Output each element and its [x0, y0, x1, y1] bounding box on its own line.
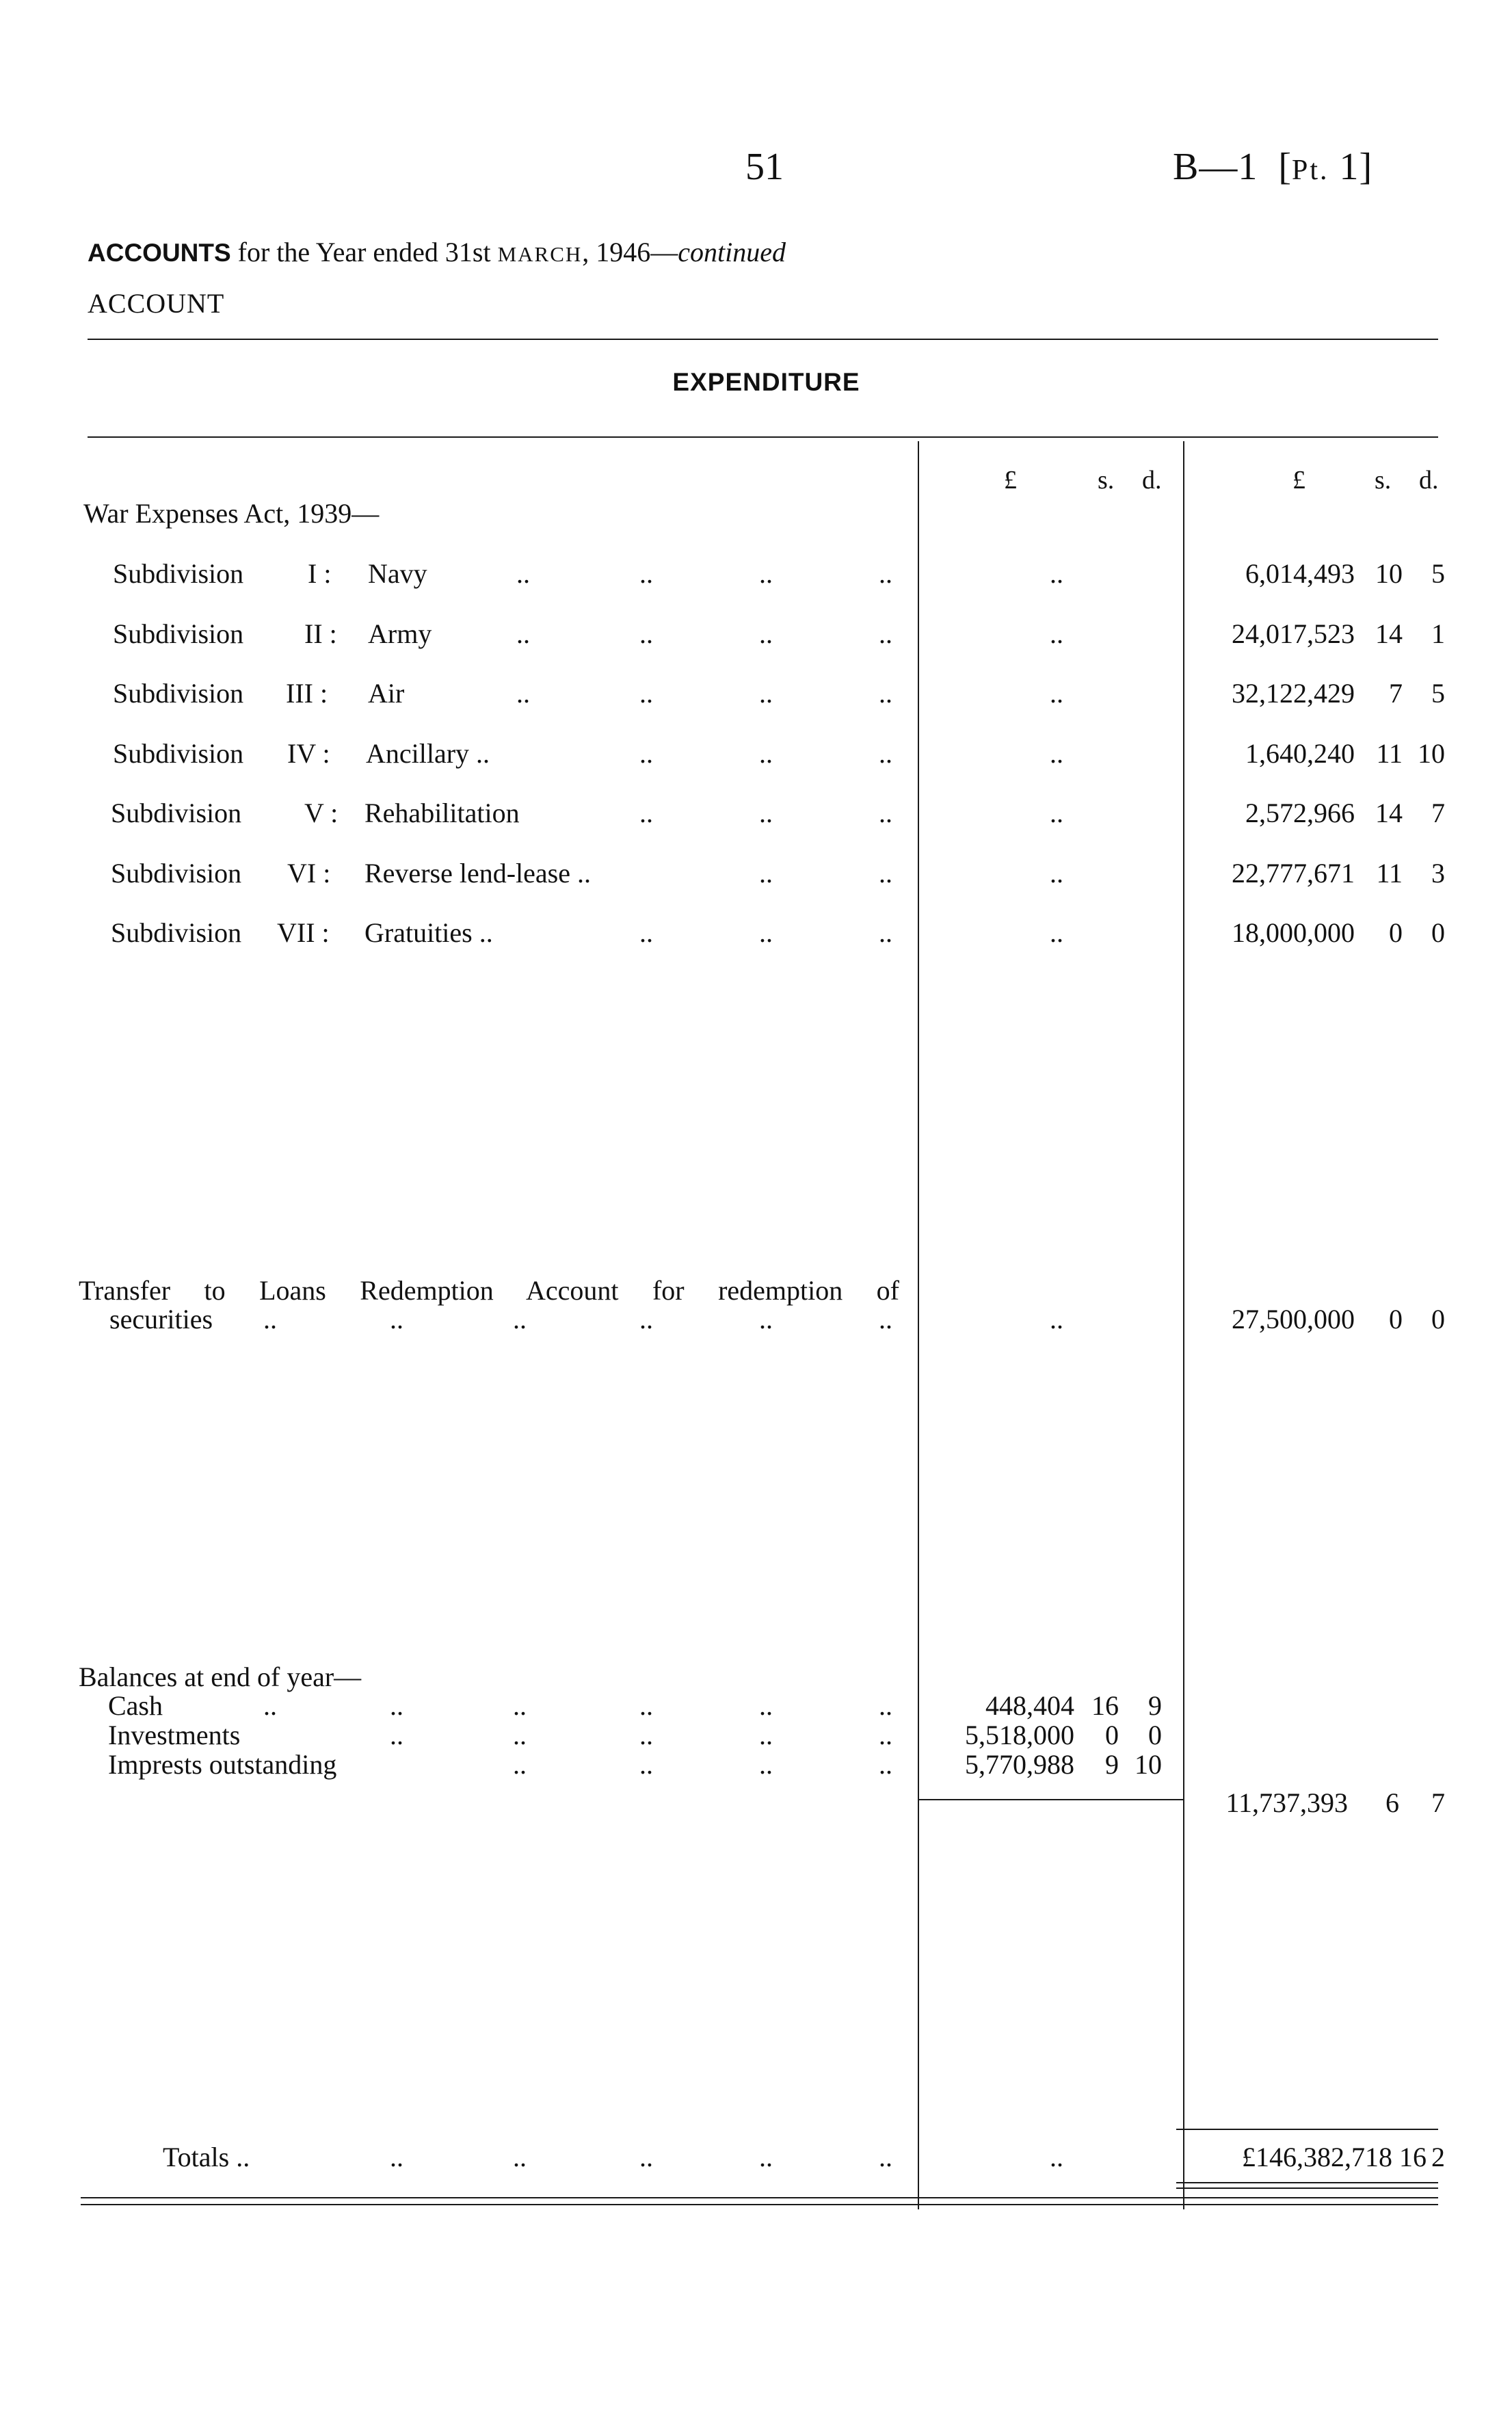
- subdivision-number: II :: [304, 618, 337, 649]
- dot-leader: ..: [639, 558, 653, 589]
- dot-leader: ..: [516, 678, 530, 709]
- dot-leader: ..: [513, 1304, 527, 1335]
- dot-leader: ..: [639, 1690, 653, 1721]
- amount-pence: 7: [1431, 1787, 1445, 1818]
- inner-placeholder: ..: [1050, 558, 1063, 589]
- dot-leader: ..: [879, 798, 892, 828]
- total-pounds: £146,382,718: [1242, 2142, 1392, 2172]
- balance-shillings: 0: [1105, 1720, 1119, 1750]
- amount-pence: 0: [1431, 917, 1445, 948]
- balance-pence: 0: [1148, 1720, 1162, 1750]
- totals-double-rule-1: [1176, 2182, 1438, 2183]
- amount-shillings: 0: [1389, 1304, 1403, 1335]
- doc-code: B—1: [1173, 146, 1258, 188]
- dot-leader: ..: [879, 917, 892, 948]
- act-heading: War Expenses Act, 1939—: [83, 498, 380, 529]
- balance-pounds: 448,404: [985, 1690, 1074, 1721]
- col-outer-pound: £: [1292, 466, 1305, 495]
- balance-shillings: 9: [1105, 1749, 1119, 1780]
- title-month: MARCH: [497, 242, 583, 266]
- subdivision-label: Subdivision: [111, 917, 242, 948]
- transfer-label-line2: securities: [109, 1304, 213, 1335]
- amount-pounds: 18,000,000: [1232, 917, 1355, 948]
- subdivision-number: IV :: [287, 738, 330, 769]
- dot-leader: ..: [879, 618, 892, 649]
- amount-shillings: 10: [1375, 558, 1403, 589]
- dot-leader: ..: [759, 858, 773, 889]
- amount-pence: 5: [1431, 678, 1445, 709]
- title-bold: ACCOUNTS: [88, 239, 231, 267]
- dot-leader: ..: [513, 2142, 527, 2172]
- dot-leader: ..: [879, 1690, 892, 1721]
- amount-pence: 0: [1431, 1304, 1445, 1335]
- subdivision-name: Ancillary ..: [366, 738, 490, 769]
- amount-pounds: 22,777,671: [1232, 858, 1355, 889]
- inner-placeholder: ..: [1050, 678, 1063, 709]
- dot-leader: ..: [639, 2142, 653, 2172]
- dot-leader: ..: [879, 1720, 892, 1750]
- rule-bottom-2: [81, 2204, 1438, 2205]
- dot-leader: ..: [759, 1690, 773, 1721]
- dot-leader: ..: [639, 798, 653, 828]
- amount-shillings: 0: [1389, 917, 1403, 948]
- amount-shillings: 14: [1375, 618, 1403, 649]
- dot-leader: ..: [263, 1690, 277, 1721]
- amount-pence: 10: [1418, 738, 1445, 769]
- dot-leader: ..: [879, 558, 892, 589]
- balance-pounds: 5,518,000: [965, 1720, 1074, 1750]
- dot-leader: ..: [390, 1720, 403, 1750]
- col-outer-pence: d.: [1419, 466, 1439, 495]
- total-pence: 2: [1431, 2142, 1445, 2172]
- page-title: [88, 236, 786, 268]
- balance-label: Investments: [108, 1720, 241, 1750]
- inner-placeholder: ..: [1050, 2142, 1063, 2172]
- subdivision-name: Reverse lend-lease ..: [364, 858, 591, 889]
- document-code: [1173, 145, 1372, 189]
- dot-leader: ..: [263, 1304, 277, 1335]
- title-year: , 1946—: [582, 237, 678, 267]
- rule-bottom-1: [81, 2197, 1438, 2198]
- subdivision-label: Subdivision: [111, 858, 242, 889]
- amount-pence: 7: [1431, 798, 1445, 828]
- dot-leader: ..: [759, 558, 773, 589]
- dot-leader: ..: [639, 917, 653, 948]
- dot-leader: ..: [390, 1690, 403, 1721]
- dot-leader: ..: [759, 2142, 773, 2172]
- dot-leader: ..: [759, 618, 773, 649]
- balances-subtotal-rule: [918, 1799, 1183, 1800]
- subdivision-name: Navy: [368, 558, 427, 589]
- balances-heading: Balances at end of year—: [79, 1661, 362, 1692]
- amount-pounds: 27,500,000: [1232, 1304, 1355, 1335]
- totals-double-rule-2: [1176, 2187, 1438, 2189]
- section-heading: [0, 368, 1512, 397]
- rule-top: [88, 339, 1438, 340]
- subdivision-number: I :: [308, 558, 332, 589]
- subdivision-label: Subdivision: [111, 798, 242, 828]
- doc-part-open: [: [1278, 146, 1292, 188]
- amount-shillings: 6: [1385, 1787, 1399, 1818]
- dot-leader: ..: [513, 1749, 527, 1780]
- dot-leader: ..: [759, 1304, 773, 1335]
- dot-leader: ..: [759, 917, 773, 948]
- subdivision-name: Gratuities ..: [364, 917, 493, 948]
- amount-pounds: 1,640,240: [1245, 738, 1355, 769]
- dot-leader: ..: [759, 738, 773, 769]
- inner-placeholder: ..: [1050, 798, 1063, 828]
- dot-leader: ..: [639, 678, 653, 709]
- col-inner-pound: £: [1004, 466, 1017, 495]
- amount-shillings: 7: [1389, 678, 1403, 709]
- doc-part: Pt.: [1292, 155, 1329, 186]
- dot-leader: ..: [879, 1749, 892, 1780]
- rule-under-heading: [88, 436, 1438, 438]
- inner-placeholder: ..: [1050, 618, 1063, 649]
- amount-pence: 3: [1431, 858, 1445, 889]
- subdivision-label: Subdivision: [113, 738, 244, 769]
- dot-leader: ..: [390, 1304, 403, 1335]
- balance-pence: 9: [1148, 1690, 1162, 1721]
- subdivision-name: Army: [368, 618, 432, 649]
- section-heading-text: EXPENDITURE: [672, 368, 860, 396]
- subdivision-label: Subdivision: [113, 618, 244, 649]
- amount-pounds: 11,737,393: [1225, 1787, 1348, 1818]
- amount-pence: 5: [1431, 558, 1445, 589]
- subdivision-number: VII :: [277, 917, 330, 948]
- dot-leader: ..: [879, 858, 892, 889]
- inner-placeholder: ..: [1050, 1304, 1063, 1335]
- dot-leader: ..: [879, 678, 892, 709]
- totals-top-rule: [1176, 2129, 1438, 2130]
- amount-shillings: 11: [1376, 738, 1403, 769]
- balance-pounds: 5,770,988: [965, 1749, 1074, 1780]
- title-rest: for the Year ended 31st: [230, 237, 498, 267]
- title-continued: continued: [678, 237, 786, 267]
- dot-leader: ..: [513, 1690, 527, 1721]
- subdivision-number: VI :: [287, 858, 331, 889]
- dot-leader: ..: [759, 798, 773, 828]
- dot-leader: ..: [759, 1720, 773, 1750]
- amount-pence: 1: [1431, 618, 1445, 649]
- dot-leader: ..: [759, 1749, 773, 1780]
- subdivision-label: Subdivision: [113, 678, 244, 709]
- amount-pounds: 6,014,493: [1245, 558, 1355, 589]
- doc-part-num: 1]: [1339, 146, 1373, 188]
- col-inner-shillings: s.: [1098, 466, 1115, 495]
- dot-leader: ..: [516, 558, 530, 589]
- inner-placeholder: ..: [1050, 858, 1063, 889]
- dot-leader: ..: [516, 618, 530, 649]
- totals-label: Totals ..: [163, 2142, 250, 2172]
- dot-leader: ..: [639, 1720, 653, 1750]
- transfer-label-line1: Transfer to Loans Redemption Account for redemption of: [79, 1275, 899, 1306]
- page-number: 51: [745, 146, 784, 188]
- balance-label: Cash: [108, 1690, 163, 1721]
- dot-leader: ..: [639, 738, 653, 769]
- amount-pounds: 32,122,429: [1232, 678, 1355, 709]
- subdivision-number: V :: [304, 798, 339, 828]
- dot-leader: ..: [639, 1749, 653, 1780]
- column-rule-left: [918, 441, 919, 2209]
- col-outer-shillings: s.: [1375, 466, 1392, 495]
- column-rule-right: [1183, 441, 1184, 2209]
- inner-placeholder: ..: [1050, 917, 1063, 948]
- dot-leader: ..: [639, 618, 653, 649]
- subdivision-name: Rehabilitation: [364, 798, 520, 828]
- balance-label: Imprests outstanding: [108, 1749, 337, 1780]
- dot-leader: ..: [879, 738, 892, 769]
- subtitle: ACCOUNT: [88, 288, 225, 319]
- inner-placeholder: ..: [1050, 738, 1063, 769]
- col-inner-pence: d.: [1142, 466, 1162, 495]
- total-shillings: 16: [1399, 2142, 1427, 2172]
- amount-shillings: 14: [1375, 798, 1403, 828]
- amount-pounds: 24,017,523: [1232, 618, 1355, 649]
- balance-shillings: 16: [1091, 1690, 1119, 1721]
- balance-pence: 10: [1135, 1749, 1162, 1780]
- dot-leader: ..: [639, 1304, 653, 1335]
- dot-leader: ..: [879, 1304, 892, 1335]
- dot-leader: ..: [513, 1720, 527, 1750]
- amount-pounds: 2,572,966: [1245, 798, 1355, 828]
- dot-leader: ..: [390, 2142, 403, 2172]
- dot-leader: ..: [759, 678, 773, 709]
- amount-shillings: 11: [1376, 858, 1403, 889]
- subdivision-number: III :: [286, 678, 328, 709]
- dot-leader: ..: [879, 2142, 892, 2172]
- subdivision-label: Subdivision: [113, 558, 244, 589]
- subdivision-name: Air: [368, 678, 405, 709]
